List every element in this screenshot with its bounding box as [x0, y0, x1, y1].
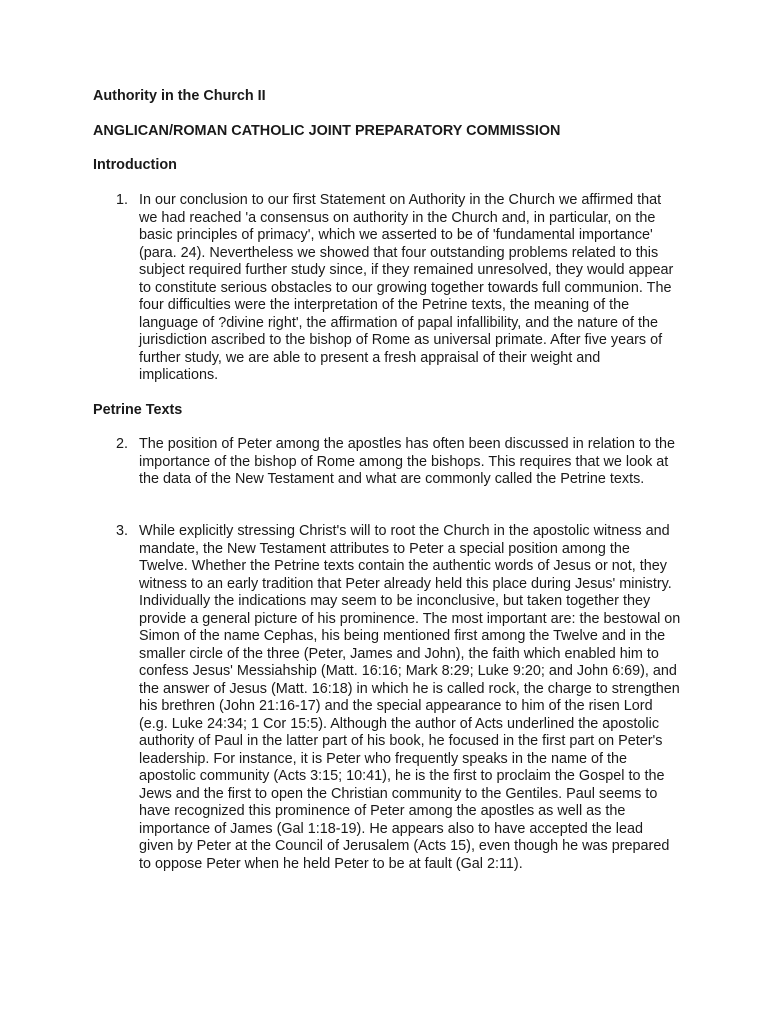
document-title: Authority in the Church II — [93, 88, 266, 104]
paragraph-text: The position of Peter among the apostles has often been discussed in relation to the importance of the bishop of Rome among the bishops. This requires that we look at the data of the New Testament and what are commonly called the Petrine texts. — [139, 436, 675, 487]
section-heading-introduction: Introduction — [93, 157, 177, 173]
paragraph-number: 2. — [116, 436, 129, 452]
paragraph-text: While explicitly stressing Christ's will to root the Church in the apostolic witness and mandate, the New Testament attributes to Peter a special position among the Twelve. Whether the Petrine texts contain the authentic words of Jesus or not, they witness to an early tradition that Peter already held this place during Jesus' ministry. Individually the indications may seem to be inconclusive, but taken together they provide a general picture of his prominence. The most important are: the bestowal on Simon of the name Cephas, his being mentioned first among the Twelve and in the smaller circle of the three (Peter, James and John), the faith which enabled him to confess Jesus' Messiahship (Matt. 16:16; Mark 8:29; Luke 9:20; and John 6:69), and the answer of Jesus (Matt. 16:18) in which he is called rock, the charge to strengthen his brethren (John 21:16-17) and the special appearance to him of the risen Lord (e.g. Luke 24:34; 1 Cor 15:5). Although the author of Acts underlined the apostolic authority of Paul in the latter part of his book, he focused in the first part on Peter's leadership. For instance, it is Peter who frequently speaks in the name of the apostolic community (Acts 3:15; 10:41), he is the first to proclaim the Gospel to the Jews and the first to open the Christian community to the Gentiles. Paul seems to have recognized this prominence of Peter among the apostles as well as the importance of James (Gal 1:18-19). He appears also to have accepted the lead given by Peter at the Council of Jerusalem (Acts 15), even though he was prepared to oppose Peter when he held Peter to be at fault (Gal 2:11). — [139, 523, 681, 872]
paragraph-text: In our conclusion to our first Statement on Authority in the Church we affirmed that we had reached 'a consensus on authority in the Church and, in particular, on the basic principles of primacy', which we asserted to be of 'fundamental importance' (para. 24). Nevertheless we showed that four outstanding problems related to this subject required further study since, if they remained unresolved, they would appear to constitute serious obstacles to our growing together towards full communion. The four difficulties were the interpretation of the Petrine texts, the meaning of the language of ?divine right', the affirmation of papal infallibility, and the nature of the jurisdiction ascribed to the bishop of Rome as universal primate. After five years of further study, we are able to present a fresh appraisal of their weight and implications. — [139, 192, 674, 383]
paragraph-number: 1. — [116, 192, 129, 208]
section-heading-petrine-texts: Petrine Texts — [93, 402, 183, 418]
paragraph-number: 3. — [116, 523, 129, 539]
commission-heading: ANGLICAN/ROMAN CATHOLIC JOINT PREPARATORY COMMISSION — [93, 123, 561, 139]
